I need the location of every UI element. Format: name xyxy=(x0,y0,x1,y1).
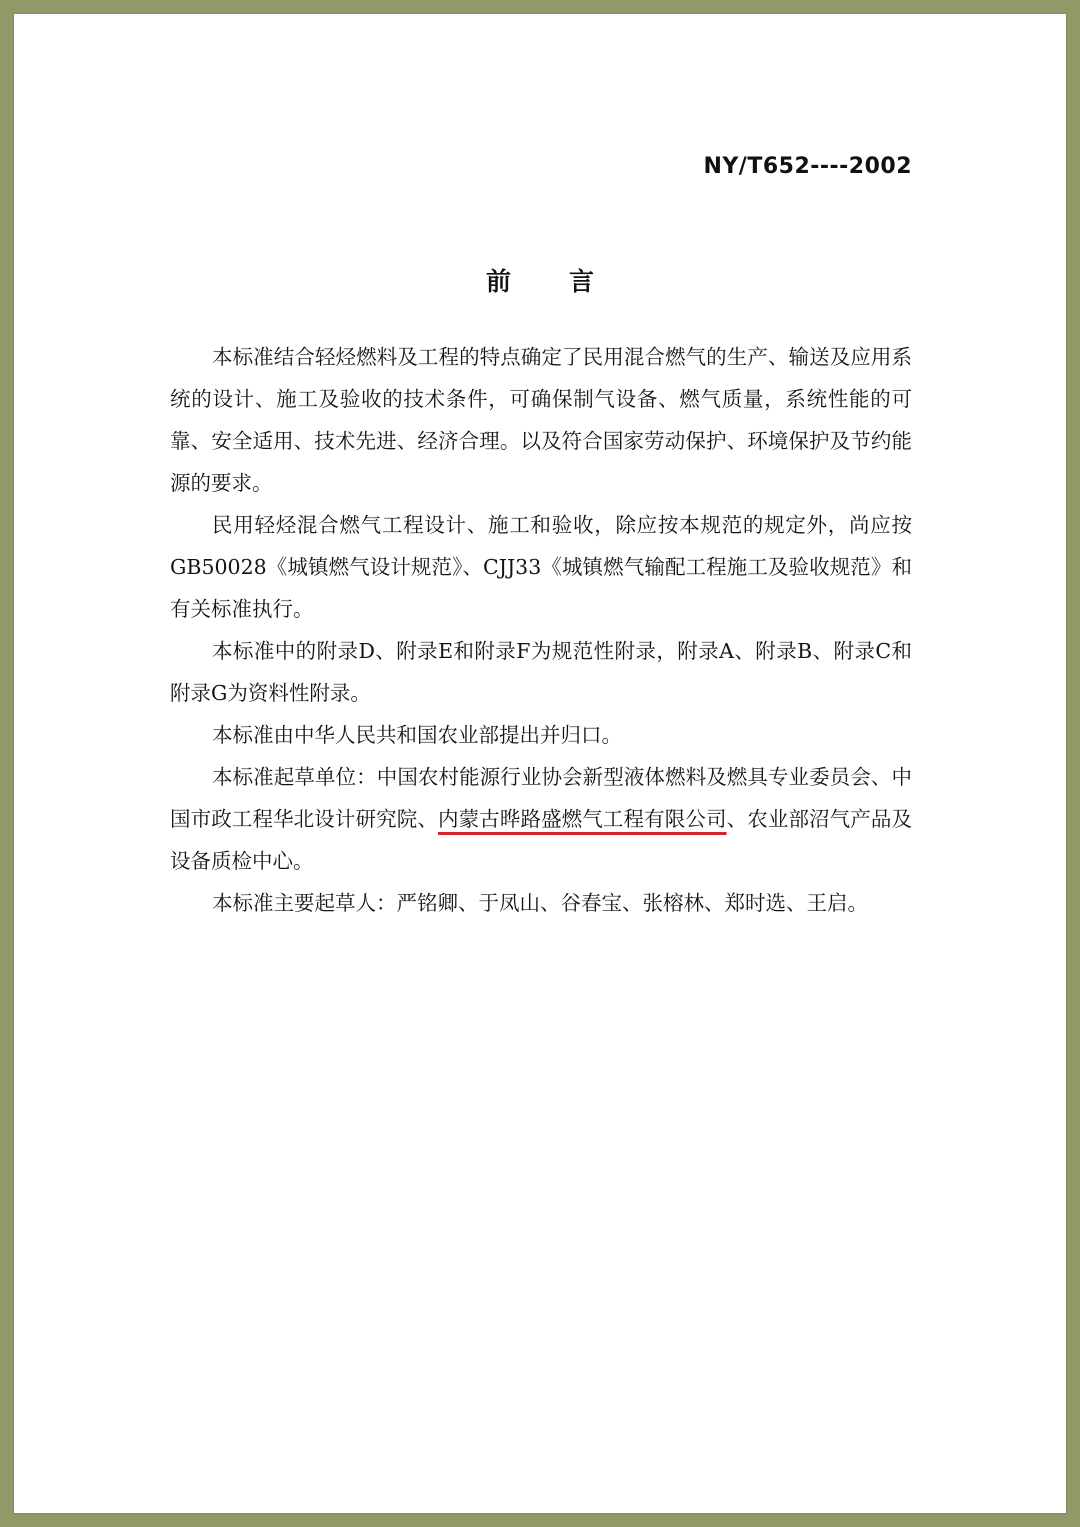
paragraph-drafting-units xyxy=(170,756,912,882)
paragraph-references: 民用轻烃混合燃气工程设计、施工和验收，除应按本规范的规定外，尚应按GB50028《城镇燃气设计规范》、CJJ33《城镇燃气输配工程施工及验收规范》和有关标准执行。 xyxy=(170,513,912,621)
paragraph-appendices: 本标准中的附录D、附录E和附录F为规范性附录，附录A、附录B、附录C和附录G为资料性附录。 xyxy=(170,639,912,705)
drafting-units-after: 、农业部沼气产品及设备质检中心。 xyxy=(170,807,913,873)
highlighted-company: 内蒙古晔路盛燃气工程有限公司 xyxy=(438,807,727,831)
drafting-units-before: 本标准起草单位：中国农村能源行业协会新型液体燃料及燃具专业委员会、中国市政工程华北设计研究院、 xyxy=(170,765,912,831)
paragraph-scope: 本标准结合轻烃燃料及工程的特点确定了民用混合燃气的生产、输送及应用系统的设计、施工及验收的技术条件，可确保制气设备、燃气质量，系统性能的可靠、安全适用、技术先进、经济合理。以及符合国家劳动保护、环境保护及节约能源的要求。 xyxy=(170,345,912,495)
standard-code: NY/T652----2002 xyxy=(703,154,912,179)
paragraph-proposer: 本标准由中华人民共和国农业部提出并归口。 xyxy=(212,723,622,747)
document-body xyxy=(170,336,912,924)
document-page xyxy=(14,14,1066,1513)
page-title: 前言 xyxy=(485,267,652,296)
paragraph-drafters: 本标准主要起草人：严铭卿、于凤山、谷春宝、张榕林、郑时选、王启。 xyxy=(212,891,868,915)
